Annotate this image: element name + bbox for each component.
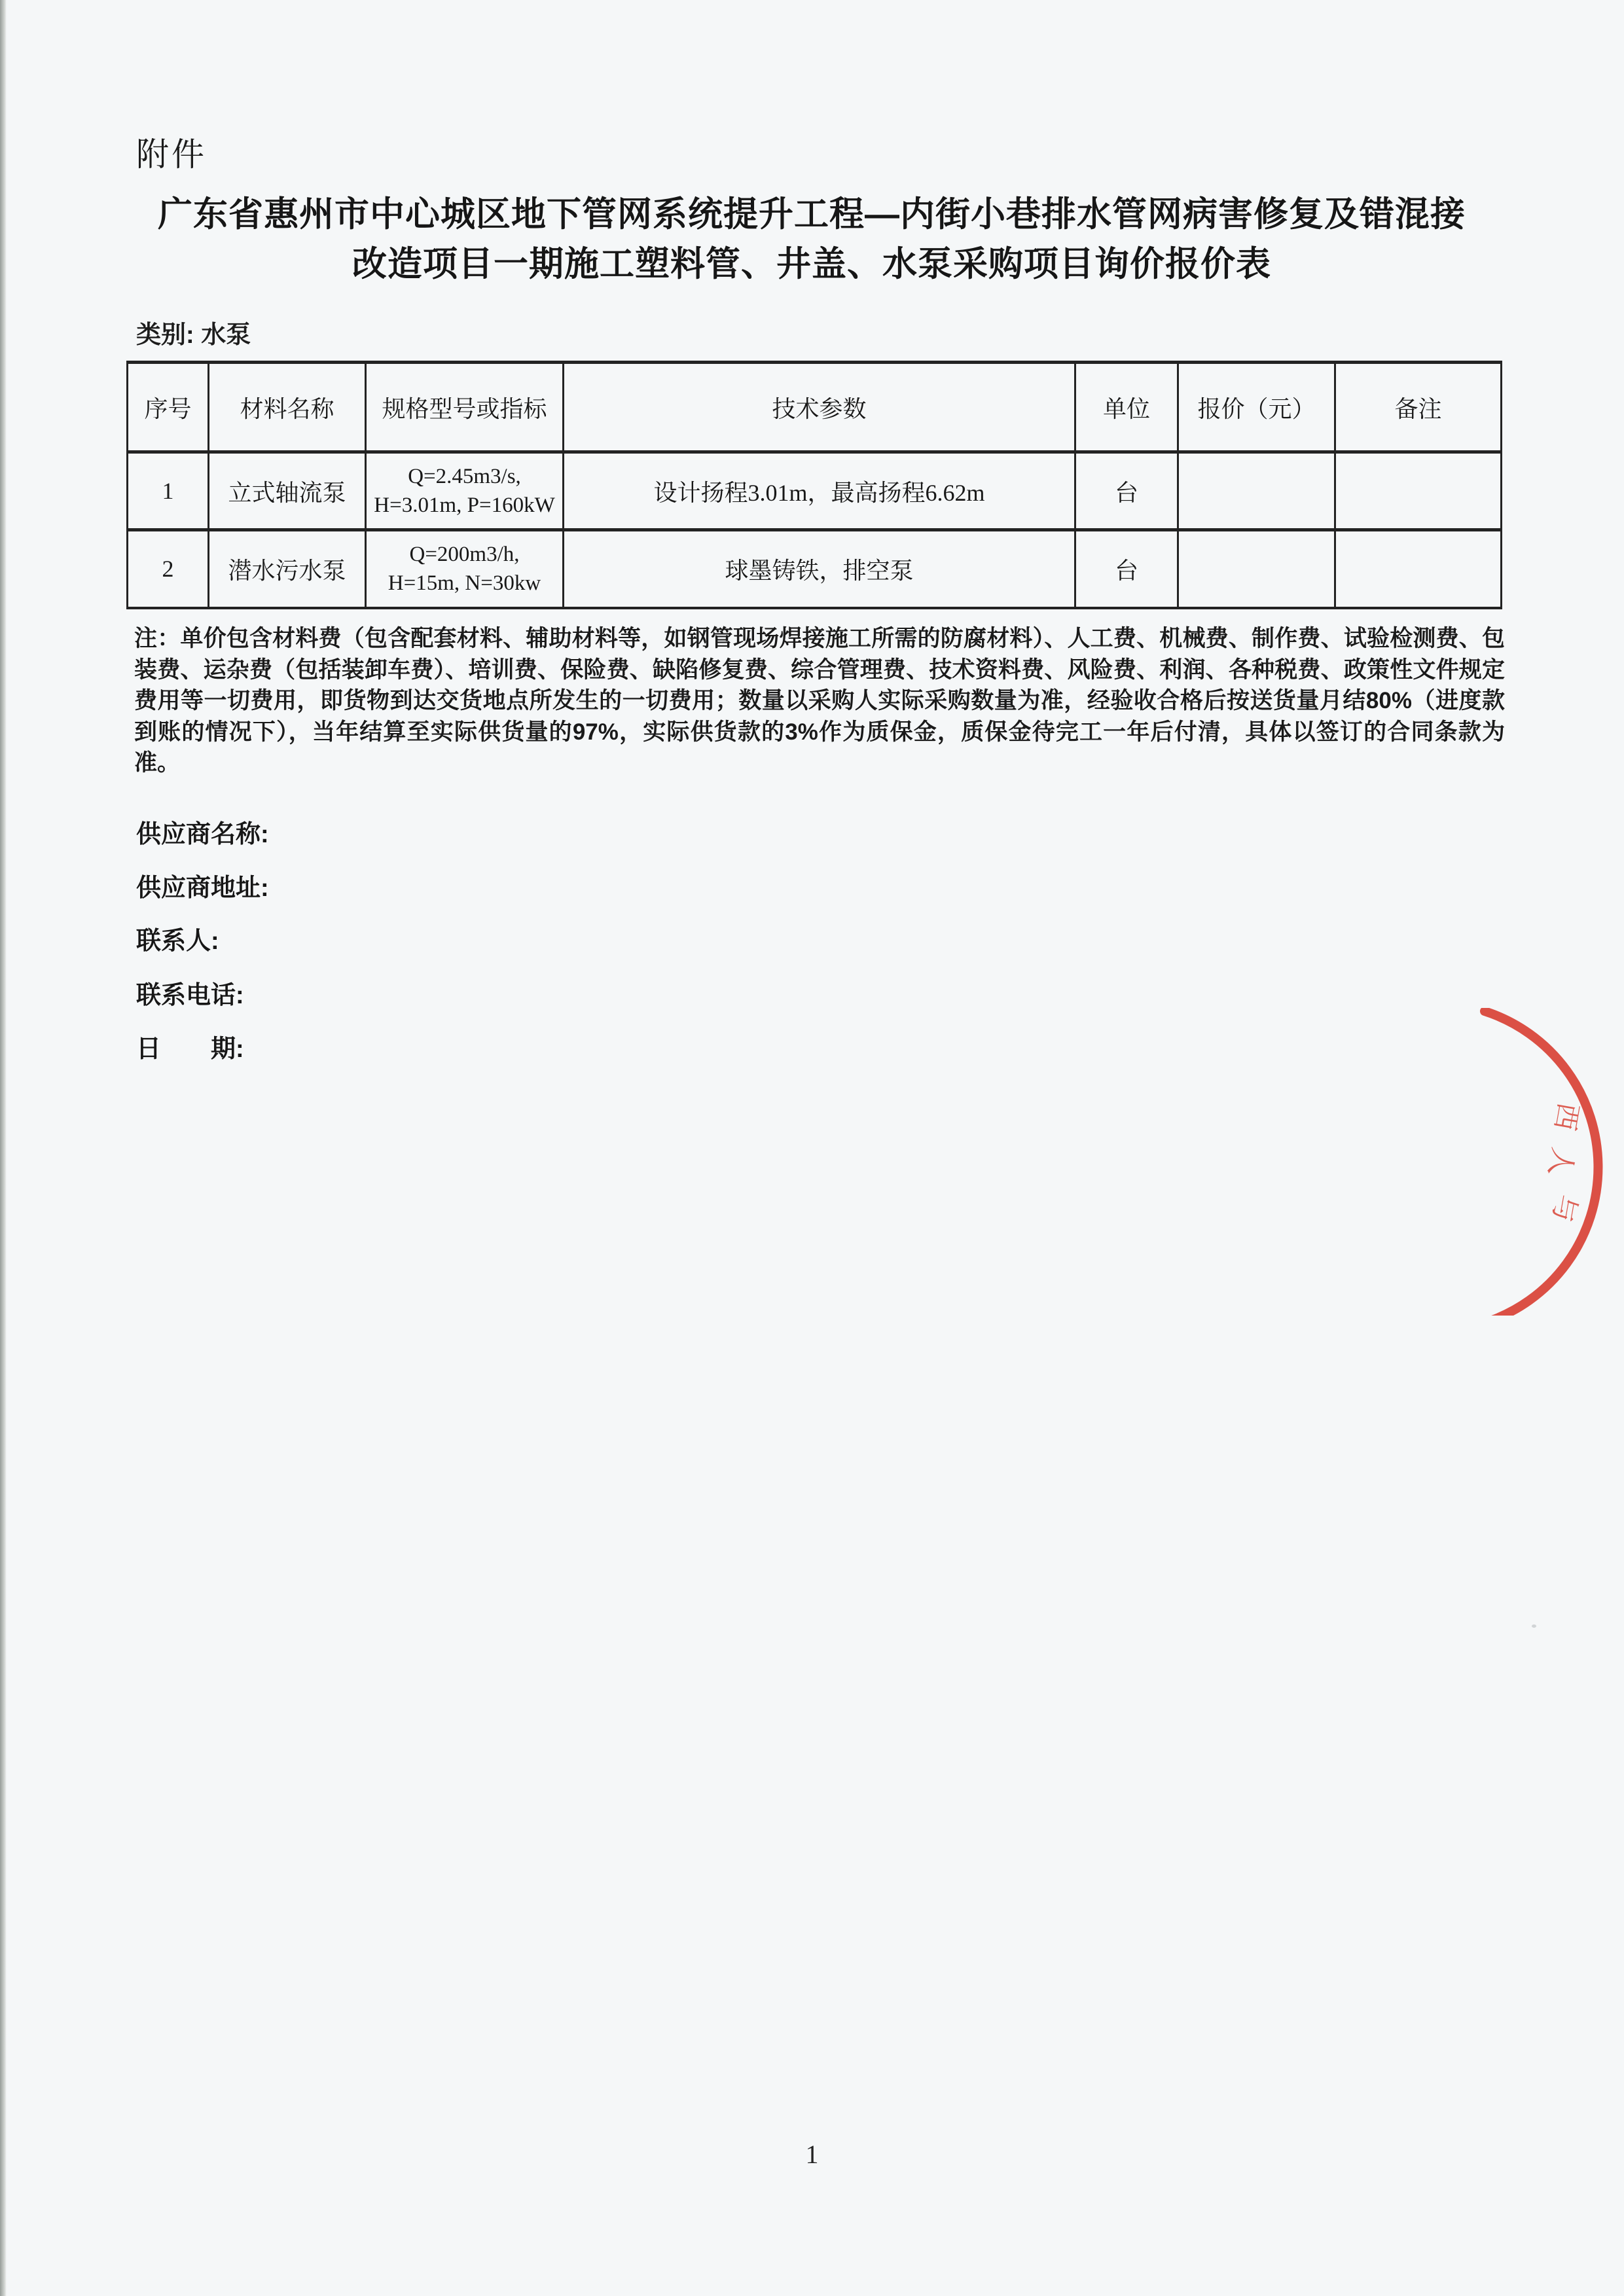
table-row: [128, 530, 1502, 608]
seal-arc: [1485, 1011, 1598, 1316]
cell-remark: [1335, 452, 1502, 530]
spec-line-1: Q=2.45m3/s,: [408, 465, 521, 488]
pricing-note: 注：单价包含材料费（包含配套材料、辅助材料等，如钢管现场焊接施工所需的防腐材料）、人工费、机械费、制作费、试验检测费、包装费、运杂费（包括装卸车费）、培训费、保险费、缺陷修复费、综合管理费、技术资料费、风险费、利润、各种税费、政策性文件规定费用等一切费用，即货物到达交货地点所发生的一切费用；数量以采购人实际采购数量为准，经验收合格后按送货量月结80%（进度款到账的情况下），当年结算至实际供货量的97%，实际供货款的3%作为质保金，质保金待完工一年后付清，具体以签订的合同条款为准。: [134, 626, 1505, 776]
seal-character: 西: [1548, 1100, 1583, 1133]
document-title: [123, 190, 1500, 289]
cell-tech-params: 设计扬程3.01m，最高扬程6.62m: [564, 452, 1075, 530]
cell-remark: [1335, 530, 1502, 608]
seal-character: 人: [1542, 1145, 1579, 1179]
title-line-2: 改造项目一期施工塑料管、井盖、水泵采购项目询价报价表: [352, 245, 1271, 283]
cell-no: 2: [128, 530, 209, 608]
cell-price: [1178, 452, 1335, 530]
partial-red-seal-stamp-icon: [1427, 1008, 1624, 1316]
cell-spec: [366, 530, 564, 608]
cell-material-name: 潜水污水泵: [209, 530, 366, 608]
attachment-label: 附件: [136, 136, 207, 173]
seal-character: 与: [1546, 1192, 1581, 1225]
header-remark: 备注: [1335, 363, 1502, 452]
quotation-table: [126, 361, 1502, 609]
supplier-name-label: 供应商名称:: [136, 821, 269, 848]
cell-tech-params: 球墨铸铁，排空泵: [564, 530, 1075, 608]
header-no: 序号: [128, 363, 209, 452]
spec-line-2: H=3.01m, P=160kW: [374, 493, 555, 517]
header-spec: 规格型号或指标: [366, 363, 564, 452]
header-tech-params: 技术参数: [564, 363, 1075, 452]
contact-person-label: 联系人:: [136, 927, 219, 955]
title-line-1: 广东省惠州市中心城区地下管网系统提升工程—内街小巷排水管网病害修复及错混接: [158, 195, 1466, 234]
spec-line-2: H=15m, N=30kw: [388, 571, 541, 596]
table-row: [128, 452, 1502, 530]
category-label: 类别: 水泵: [136, 321, 251, 349]
page-number: 1: [805, 2140, 819, 2169]
cell-material-name: 立式轴流泵: [209, 452, 366, 530]
cell-spec: [366, 452, 564, 530]
cell-unit: 台: [1075, 452, 1178, 530]
cell-unit: 台: [1075, 530, 1178, 608]
header-material-name: 材料名称: [209, 363, 366, 452]
scan-speck: [1532, 1624, 1536, 1628]
date-label: 日 期:: [136, 1035, 244, 1063]
header-unit: 单位: [1075, 363, 1178, 452]
header-price: 报价（元）: [1178, 363, 1335, 452]
cell-no: 1: [128, 452, 209, 530]
cell-price: [1178, 530, 1335, 608]
contact-phone-label: 联系电话:: [136, 982, 244, 1009]
scan-edge-artifact: [0, 0, 7, 2296]
spec-line-1: Q=200m3/h,: [409, 543, 520, 567]
supplier-address-label: 供应商地址:: [136, 874, 269, 902]
table-header-row: [128, 363, 1502, 452]
